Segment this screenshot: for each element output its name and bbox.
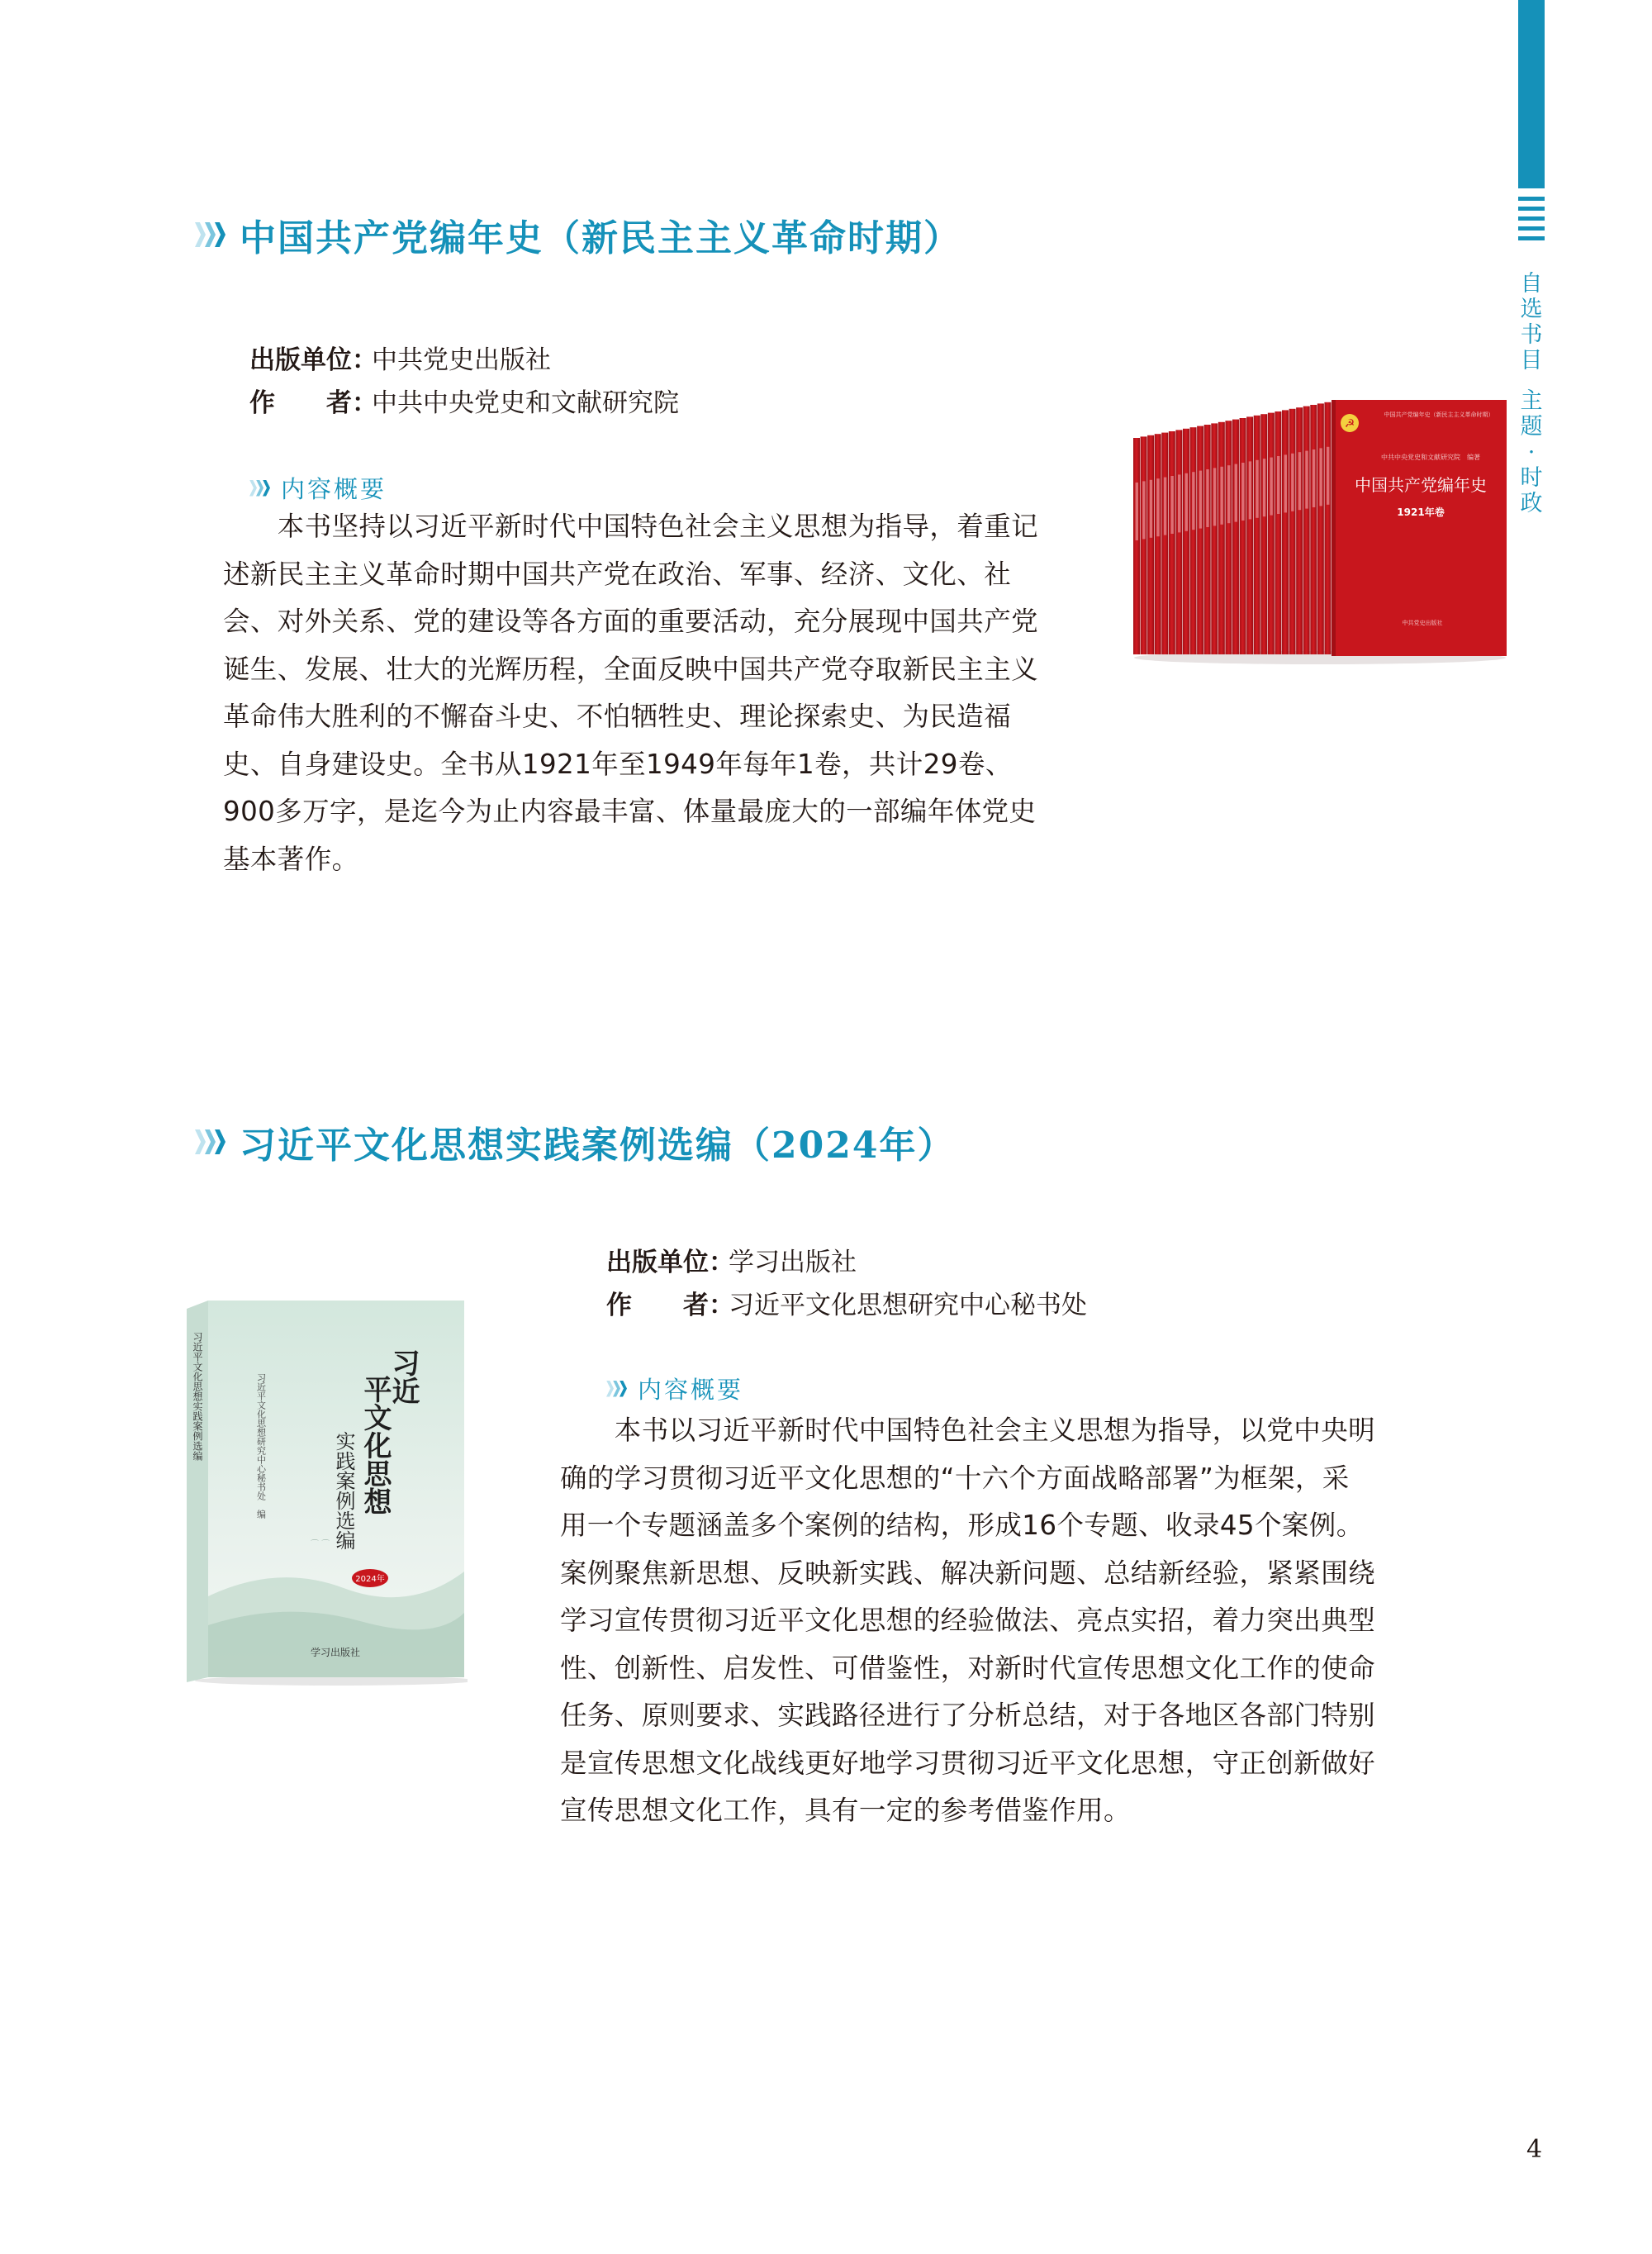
book-spine-label [1241,463,1244,521]
book-spine-label [1235,464,1237,522]
cover-title-text: 中国共产党编年史 [1355,475,1487,495]
book-spine-label [1178,474,1180,532]
book-spine [1303,407,1310,654]
page-number: 4 [1526,2135,1543,2164]
cover-title-line3: 实践案例选编 [332,1431,355,1550]
book-spine-label [1263,459,1265,516]
book-spine-label [1327,447,1329,505]
side-tab-label: 自 选 书 目 主 题 · 时 政 [1520,271,1543,516]
book-spine-label [1319,448,1322,506]
book2-publisher: 出版单位：学习出版社 [606,1248,857,1277]
chevron-right-icon [195,1129,225,1154]
book-spine-label [1136,483,1138,540]
chevron-right-icon [195,222,225,247]
book-spine [1260,414,1267,654]
book-spine [1240,418,1246,654]
svg-text:☭: ☭ [1344,417,1355,430]
book-spine [1324,402,1331,654]
book-spine [1161,433,1168,654]
book2-cover-image [187,1299,468,1686]
book-spine [1289,409,1296,654]
cover-spine-title: 习近平文化思想实践案例选编 [192,1332,203,1461]
chevron-right-icon [606,1381,626,1397]
book-spine-label [1150,480,1152,538]
side-tab-bar [1518,0,1545,188]
book-spine [1211,423,1218,654]
svg-text:⌒ ⌒: ⌒ ⌒ [311,1540,330,1549]
book1-publisher: 出版单位：中共党史出版社 [249,345,551,375]
cover-publisher-text: 学习出版社 [310,1647,361,1658]
book-spine-label [1256,460,1258,518]
book-spine [1225,421,1232,654]
book1-summary-heading: 内容概要 [249,471,387,505]
book-spine [1204,425,1211,654]
book-spine-label [1249,461,1251,519]
book-spine [1232,420,1239,654]
book-spine-label [1164,478,1166,535]
book-spine-label [1227,465,1230,523]
book-spine [1254,416,1260,654]
book-spine [1282,410,1289,654]
book-spine [1275,411,1281,654]
book-spine [1133,438,1140,654]
book-spine [1169,431,1175,654]
book-spine-label [1170,476,1173,534]
book-spine-label [1185,473,1188,531]
book-spine [1317,403,1324,654]
book2-summary: 本书以习近平新时代中国特色社会主义思想为指导，以党中央明 确的学习贯彻习近平文化思想的“十六个方面战略部署”为框架，采 用一个专题涵盖多个案例的结构，形成16个专题、收录45个案例。 案例聚焦新思想、反映新实践、解决新问题、总结新经验，紧紧围绕 学习宣传贯彻习近平文化思想的经验做法、亮点实招，着力突出典型 性、创新性、启发性、可借鉴性，对新时代宣传思想文化工作的使命 任务、原则要求、实践路径进行了分析总结，对于各地区各部门特别 是宣传思想文化战线更好地学习贯彻习近平文化思想，守正创新做好 宣传思想文化工作，具有一定的参考借鉴作用。 [560,1415,1376,1826]
book1-summary: 本书坚持以习近平新时代中国特色社会主义思想为指导，着重记 述新民主主义革命时期中国共产党在政治、军事、经济、文化、社 会、对外关系、党的建设等各方面的重要活动，充分展现中国共产党 诞生、发展、壮大的光辉历程，全面反映中国共产党夺取新民主主义 革命伟大胜利的不懈奋斗史、不怕牺牲史、理论探索史、为民造福 史、自身建设史。全书从1921年至1949年每年1卷，共计29卷、 900多万字，是迄今为止内容最丰富、体量最庞大的一部编年体党史 基本著作。 [223,511,1039,875]
cover-editor-text: 中共中央党史和文献研究院 编著 [1381,454,1480,461]
book-spine [1197,426,1203,654]
book-spine-label [1142,481,1145,539]
book-spine-label [1298,452,1301,510]
book-spine-label [1213,468,1216,525]
book-spine-label [1305,451,1308,509]
book-spine [1218,422,1225,654]
cover-editor-text: 习近平文化思想研究中心秘书处 编 [255,1373,267,1519]
book-spine [1268,413,1275,654]
side-tab-lines [1518,197,1545,246]
cover-series-text: 中国共产党编年史（新民主主义革命时期） [1384,411,1494,418]
book2-meta [606,1241,1087,1327]
cover-volume-text: 1921年卷 [1397,506,1445,518]
book2-summary-heading: 内容概要 [606,1372,743,1405]
book-spine [1147,435,1154,654]
book-spine-label [1284,454,1287,512]
book-spine [1155,434,1161,654]
book-spine-label [1291,454,1294,511]
chevron-right-icon [249,480,269,497]
book-spine [1310,405,1317,654]
book1-title: 中国共产党编年史（新民主主义革命时期） [195,208,961,261]
book-spine-label [1313,449,1315,507]
book-spine-label [1199,471,1202,529]
book1-meta [249,339,679,425]
book2-author: 作 者：习近平文化思想研究中心秘书处 [606,1291,1087,1320]
book-spine-label [1156,478,1159,536]
book-spine-label [1192,472,1194,530]
book-spine-label [1206,469,1208,527]
book1-cover-image [1133,392,1507,666]
book-spine [1246,416,1253,654]
book-spine [1175,430,1182,654]
book-spine-label [1220,467,1222,525]
book-spine-label [1270,458,1272,516]
book2-title: 习近平文化思想实践案例选编（2024年） [195,1115,955,1168]
book-spine [1141,436,1147,654]
cover-publisher-text: 中共党史出版社 [1402,620,1443,626]
cover-title-line1: 习近 [387,1348,420,1405]
book1-author: 作 者：中共中央党史和文献研究院 [249,388,679,418]
book-spine [1190,427,1197,654]
cover-title-line2: 平文化思想 [358,1375,392,1515]
cover-year-badge: 2024年 [355,1575,385,1584]
book-spine-label [1277,456,1279,514]
book-spine [1296,407,1303,654]
book-spine [1183,429,1189,654]
